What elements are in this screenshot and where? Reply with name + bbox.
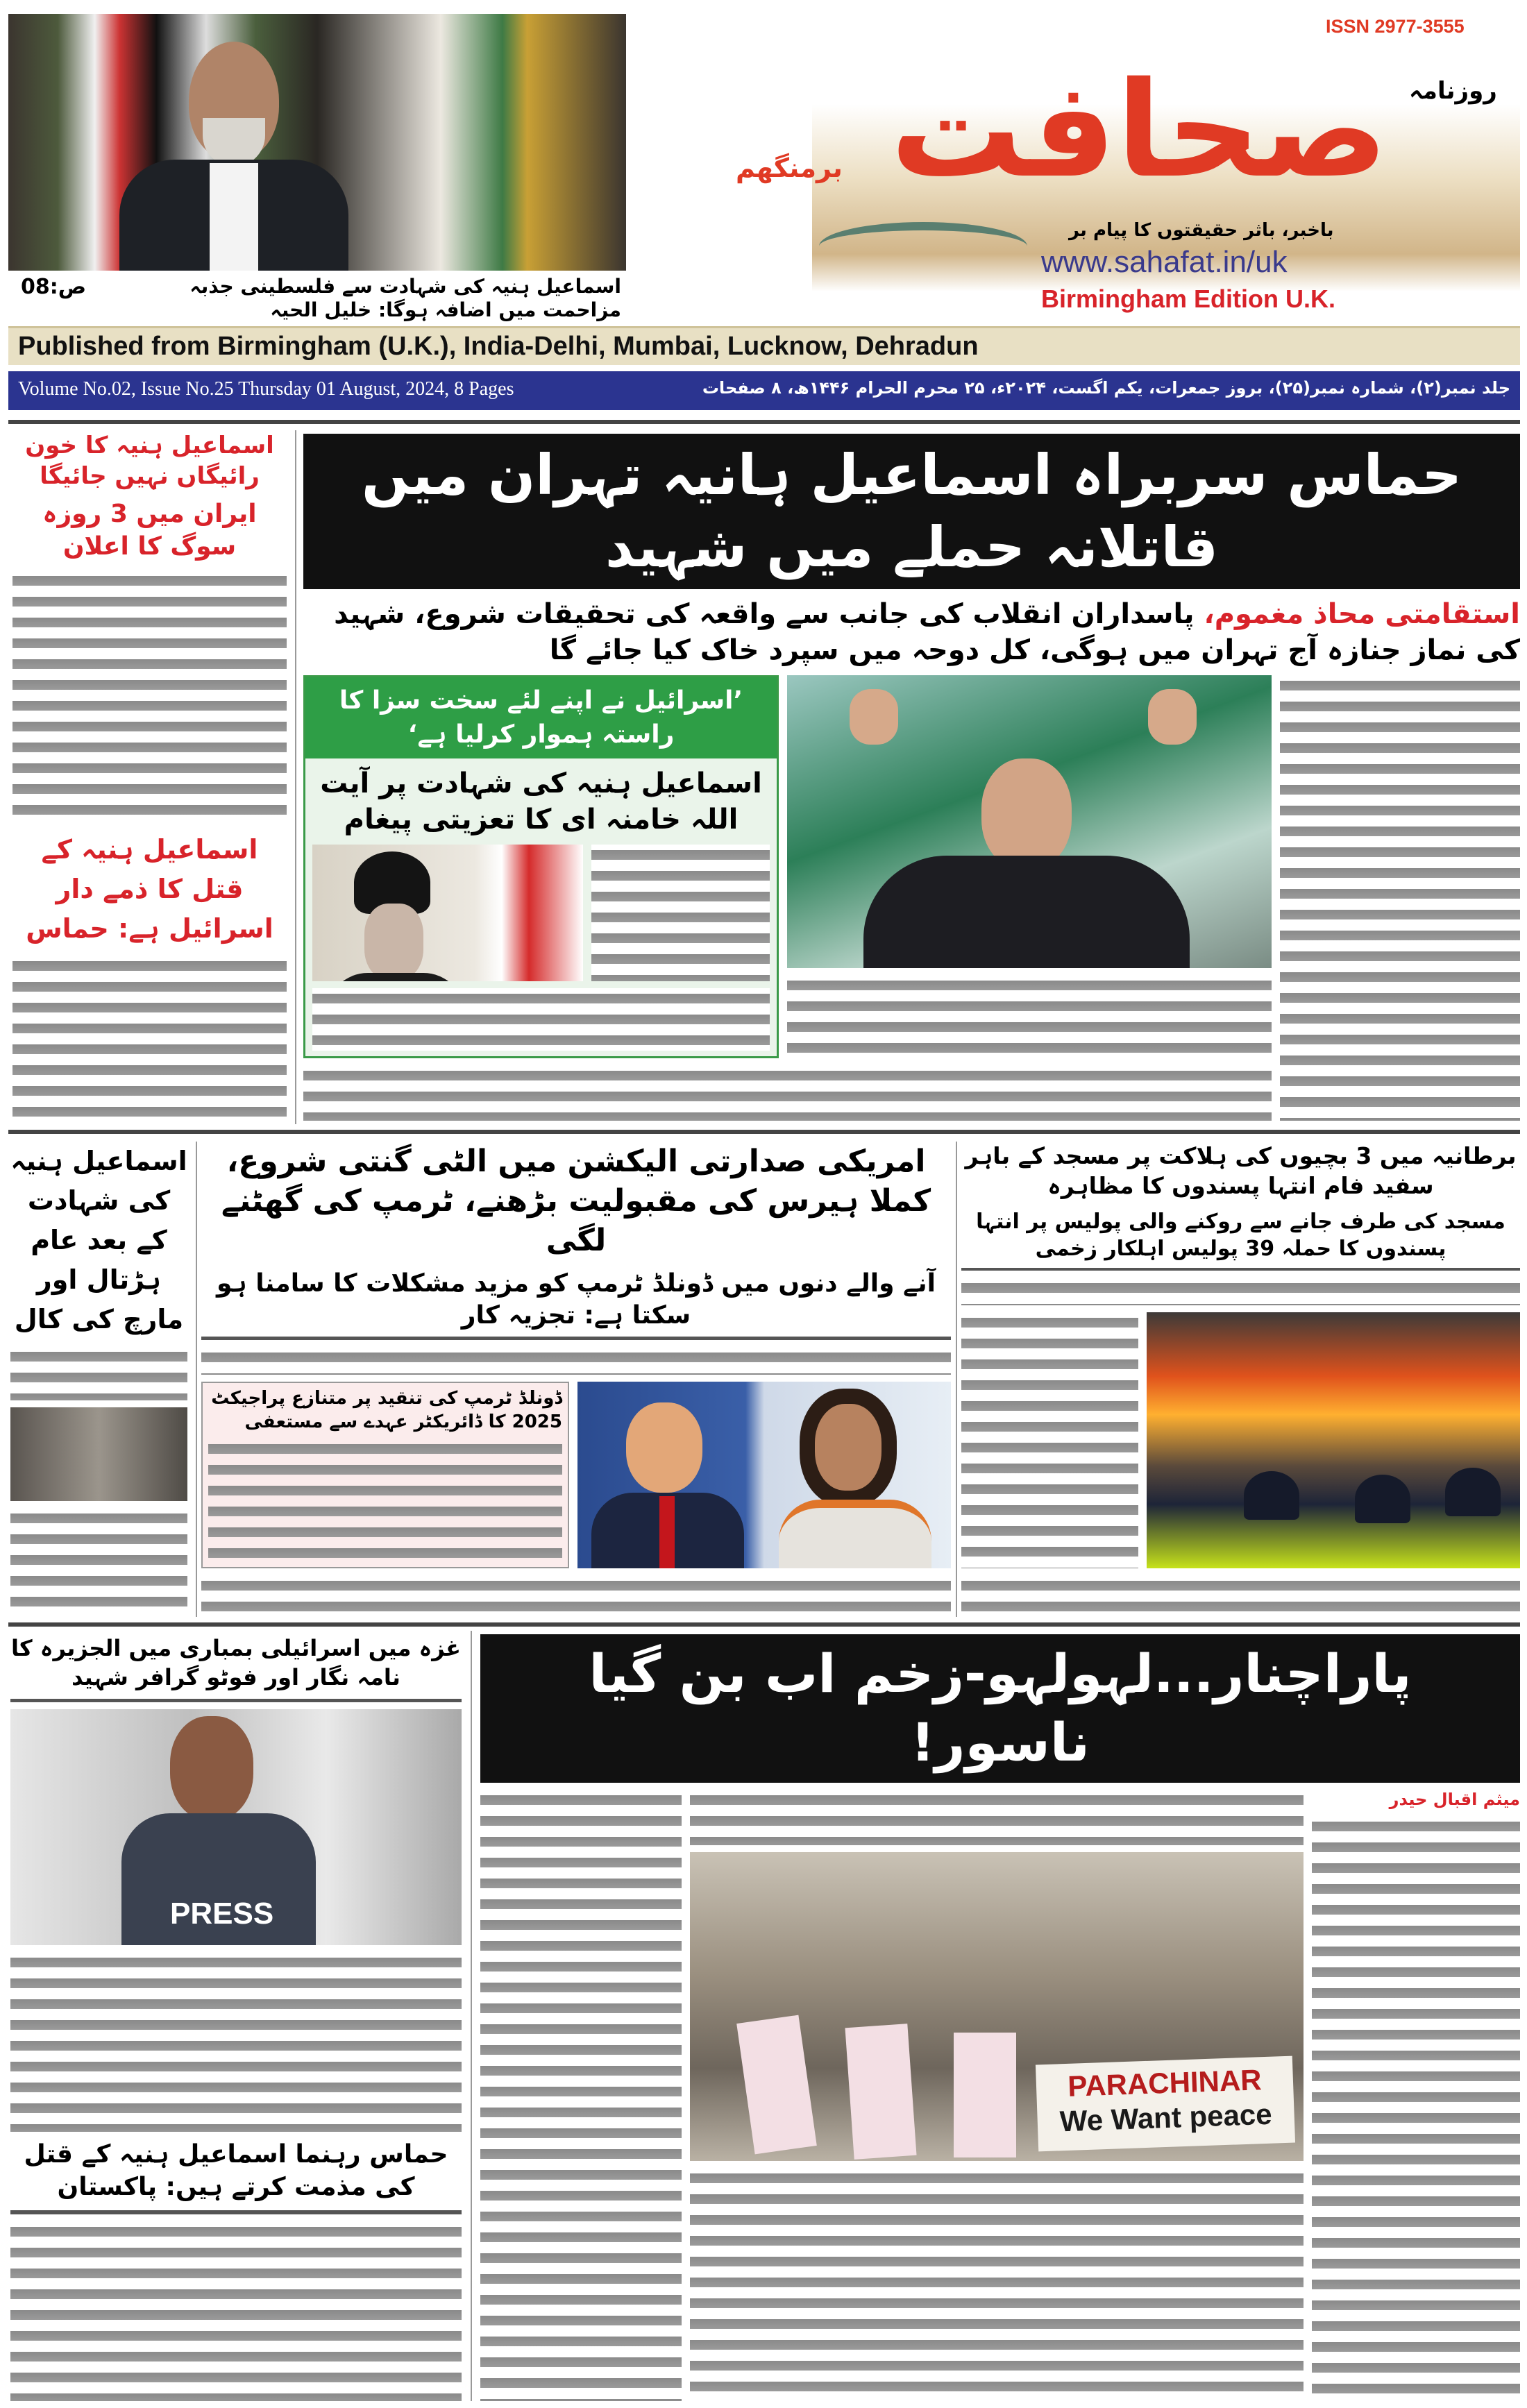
parachinar-funeral-photo (690, 1852, 1304, 2161)
protest-sign (1036, 2055, 1295, 2151)
teaser-caption[interactable]: اسماعیل ہنیہ کی شہادت سے فلسطینی جذبہ مزاحمت میں اضافہ ہوگا: خلیل الحیہ (189, 275, 621, 321)
left-headline-2[interactable]: ایران میں 3 روزہ سوگ کا اعلان (42, 500, 257, 561)
edition-label: Birmingham Edition U.K. (1041, 285, 1336, 313)
sign-line-1: PARACHINAR (1067, 2062, 1263, 2103)
left-headline-3[interactable]: اسماعیل ہنیہ کے قتل کا ذمے دار اسرائیل ہے: حماس (26, 834, 273, 944)
column-divider (471, 1631, 472, 2401)
sign-line-2: We Want peace (1059, 2097, 1273, 2138)
press-vest-label: PRESS (170, 1897, 274, 1931)
trump-face (626, 1402, 702, 1493)
pakistan-body (10, 2221, 462, 2401)
face (170, 1716, 253, 1820)
left-article-body-2 (12, 956, 287, 1124)
us-election-headline[interactable]: امریکی صدارتی الیکشن میں الٹی گنتی شروع، کملا ہیرس کی مقبولیت بڑھنے، ٹرمپ کی گھٹنے لگی (221, 1144, 931, 1259)
newspaper-logo[interactable]: صحافت (890, 53, 1388, 207)
coffin (954, 2033, 1016, 2157)
harris-jacket (779, 1500, 931, 1568)
khamenei-quote[interactable]: ’اسرائیل نے اپنے لئے سخت سزا کا راستہ ہموار کرلیا ہے‘ (305, 677, 777, 758)
coffin (736, 2015, 817, 2154)
lead-bottom-body (303, 1065, 1272, 1121)
uk-riot-photo (1147, 1312, 1520, 1568)
parachinar-headline[interactable]: پاراچنار...لہولہو-زخم اب بن گیا ناسور! (480, 1634, 1520, 1783)
lead-subheadline[interactable] (303, 596, 1520, 668)
issn: ISSN 2977-3555 (1326, 16, 1465, 37)
column-divider (295, 430, 296, 1124)
lead-kicker: استقامتی محاذ مغموم، (1204, 598, 1520, 630)
divider (8, 1130, 1520, 1134)
left-column (12, 430, 287, 1124)
project-2025-body (208, 1439, 562, 1563)
raised-fist-right (1148, 689, 1197, 745)
person-shirt (210, 163, 258, 271)
strike-body (10, 1346, 187, 1400)
lead-subheadline-text: پاسداران انقلاب کی جانب سے واقعہ کی تحقیقات شروع، شہید کی نماز جنازہ آج تہران میں ہوگی، کل دوحہ میں سپرد خاک کیا جائے گا (334, 598, 1520, 666)
lead-body-row (303, 675, 1520, 1121)
strike-body-2 (10, 1508, 187, 1617)
parachinar-body-right (1312, 1816, 1520, 2401)
edition-city: برمنگھم (736, 153, 843, 183)
khamenei-box (303, 675, 779, 1058)
uk-riots-headline[interactable]: برطانیہ میں 3 بچیوں کی ہلاکت پر مسجد کے باہر سفید فام انتہا پسندوں کا مظاہرہ (965, 1142, 1517, 1199)
police-helmet (1445, 1468, 1501, 1516)
raised-fist-left (850, 689, 898, 745)
khamenei-body-side (591, 845, 770, 981)
divider (8, 420, 1520, 424)
strike-column (10, 1142, 187, 1617)
lead-main-area (303, 675, 1272, 1121)
info-bar-english: Volume No.02, Issue No.25 Thursday 01 August, 2024, 8 Pages (18, 378, 514, 400)
us-election-subheadline[interactable]: آنے والے دنوں میں ڈونلڈ ٹرمپ کو مزید مشکلات کا سامنا ہو سکتا ہے: تجزیہ کار (201, 1268, 951, 1341)
gaza-headline[interactable]: غزہ میں اسرائیلی بمباری میں الجزیرہ کا نامہ نگار اور فوٹو گرافر شہید (10, 1634, 462, 1702)
us-election-media-row (201, 1382, 951, 1568)
published-banner: Published from Birmingham (U.K.), India-Delhi, Mumbai, Lucknow, Dehradun (8, 326, 1520, 365)
gaza-body (10, 1952, 462, 2132)
parachinar-body-top (690, 1790, 1304, 1845)
khalil-al-hayya-photo (8, 14, 626, 271)
uk-riots-body-top (961, 1278, 1520, 1305)
parachinar-right (1312, 1790, 1520, 2401)
trump-tie (659, 1496, 675, 1568)
strike-street-photo (10, 1407, 187, 1501)
info-bar (8, 371, 1520, 410)
gaza-column (10, 1634, 462, 2401)
police-helmet (1244, 1471, 1299, 1520)
left-headline-1[interactable]: اسماعیل ہنیہ کا خون رائیگاں نہیں جائیگا (25, 432, 274, 491)
khamenei-headline[interactable]: اسماعیل ہنیہ کی شہادت پر آیت اللہ خامنہ ای کا تعزیتی پیغام (320, 768, 762, 836)
harris-face (815, 1404, 881, 1491)
strike-headline[interactable]: اسماعیل ہنیہ کی شہادت کے بعد عام ہڑتال اور مارچ کی کال (10, 1146, 187, 1334)
divider (8, 1622, 1520, 1627)
parachinar-byline: میثم اقبال حیدر (1389, 1789, 1520, 1809)
suit (863, 856, 1190, 968)
uk-riots-subheadline[interactable]: مسجد کی طرف جانے سے روکنے والی پولیس پر انتہا پسندوں کا حملہ 39 پولیس اہلکار زخمی (961, 1208, 1520, 1271)
face (364, 904, 423, 980)
uk-riots-media-row (961, 1312, 1520, 1568)
khamenei-photo (312, 845, 583, 981)
parachinar-middle (690, 1790, 1304, 2401)
al-jazeera-journalist-photo (10, 1709, 462, 1945)
column-divider (196, 1142, 197, 1617)
haniyeh-area (787, 675, 1272, 1058)
bridge-arches (819, 222, 1027, 271)
ismail-haniyeh-photo (787, 675, 1272, 968)
uk-riots-body-side (961, 1312, 1138, 1568)
project-2025-box (201, 1382, 569, 1568)
pakistan-headline[interactable]: حماس رہنما اسماعیل ہنیہ کے قتل کی مذمت کرتے ہیں: پاکستان (10, 2139, 462, 2215)
parachinar-row (480, 1790, 1520, 2401)
police-helmet (1355, 1475, 1410, 1523)
lead-section (303, 434, 1520, 1121)
coffin (845, 2024, 916, 2160)
uk-riots-body-bottom (961, 1575, 1520, 1617)
lead-media-row (303, 675, 1272, 1058)
haniyeh-caption-body (787, 975, 1272, 1058)
info-bar-urdu: جلد نمبر(۲)، شمارہ نمبر(۲۵)، بروز جمعرات، یکم اگست، ۲۰۲۴ء، ۲۵ محرم الحرام ۱۴۴۶ھ، ۸ صفحات (702, 378, 1510, 398)
trump-harris-photo (577, 1382, 951, 1568)
khamenei-row (305, 845, 777, 981)
left-article-body (12, 570, 287, 823)
project-2025-headline[interactable]: ڈونلڈ ٹرمپ کی تنقید پر متنازع پراجیکٹ 2025 کا ڈائریکٹر عہدے سے مستعفی (211, 1388, 562, 1432)
website-link[interactable]: www.sahafat.in/uk (1041, 245, 1288, 279)
us-election-body-bottom (201, 1575, 951, 1617)
tagline: باخبر، باثر حقیقتوں کا پیام بر (1069, 220, 1334, 241)
lead-right-body (1280, 675, 1520, 1121)
parachinar-body-bottom (690, 2168, 1304, 2401)
daily-label: روزنامہ (1409, 77, 1497, 105)
teaser-page-ref: ص:08 (21, 275, 87, 299)
khamenei-body (312, 988, 770, 1051)
parachinar-section (480, 1634, 1520, 2401)
lead-headline[interactable]: حماس سربراہ اسماعیل ہانیہ تہران میں قاتلانہ حملے میں شہید (303, 434, 1520, 589)
column-divider (956, 1142, 957, 1617)
uk-riots-section (961, 1142, 1520, 1617)
us-election-body-top (201, 1347, 951, 1375)
robe (326, 973, 465, 981)
us-election-section (201, 1142, 951, 1617)
face (981, 758, 1072, 870)
parachinar-body-left (480, 1790, 682, 2401)
